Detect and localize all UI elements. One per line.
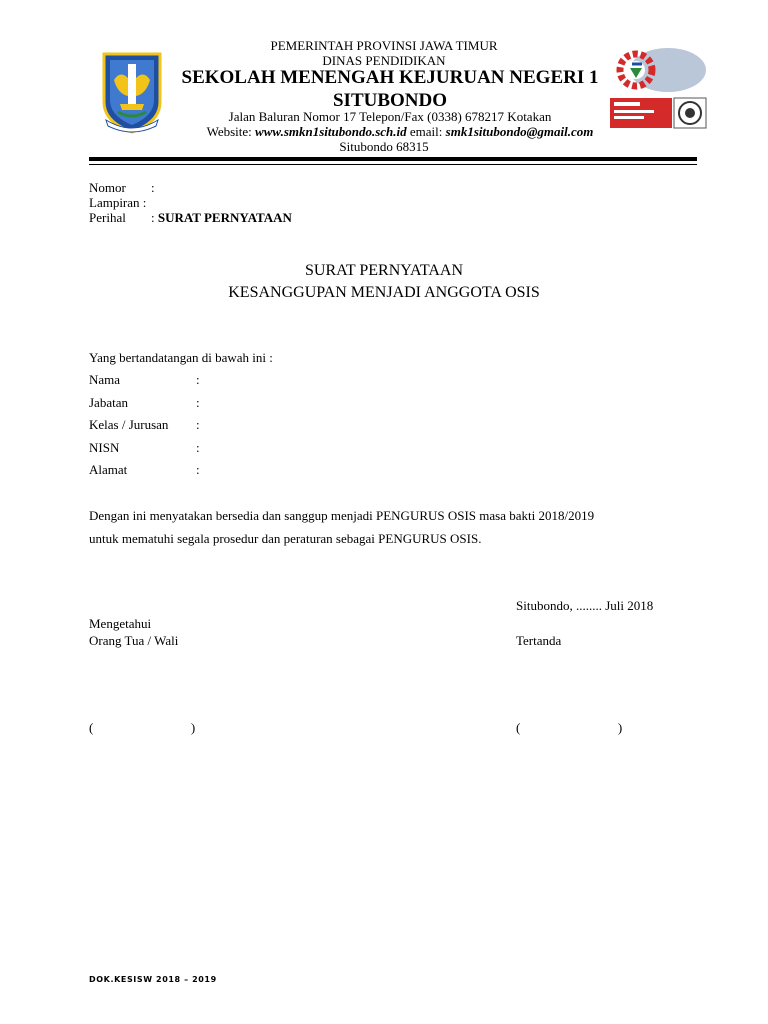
sign-left-line-2: Orang Tua / Wali [89, 633, 179, 648]
field-jabatan-label: Jabatan [89, 395, 128, 410]
website-label: Website: [206, 124, 256, 139]
document-title: SURAT PERNYATAAN [304, 262, 463, 279]
sign-left-paren: ( ) [89, 720, 196, 735]
sign-left-line-1: Mengetahui [89, 616, 152, 631]
perihal-label: Perihal [89, 210, 126, 225]
field-alamat-label: Alamat [89, 462, 128, 477]
meta-perihal [89, 210, 292, 226]
field-nisn-label: NISN [89, 440, 120, 455]
kop-provinsi: PEMERINTAH PROVINSI JAWA TIMUR [270, 38, 498, 53]
perihal-sep: : [151, 210, 158, 225]
email-link[interactable]: smk1situbondo@gmail.com [445, 124, 594, 139]
place-date: Situbondo, ........ Juli 2018 [516, 598, 654, 613]
website-link[interactable]: www.smkn1situbondo.sch.id [255, 124, 407, 139]
field-nisn-sep: : [196, 440, 200, 455]
school-name: SEKOLAH MENENGAH KEJURUAN NEGERI 1 [181, 67, 599, 88]
statement-line-1: Dengan ini menyatakan bersedia dan sanggup menjadi PENGURUS OSIS masa bakti 2018/2019 [89, 508, 595, 523]
field-kelas-label: Kelas / Jurusan [89, 417, 169, 432]
meta-nomor [89, 180, 155, 196]
field-nama-sep: : [196, 372, 200, 387]
lampiran-sep: : [142, 195, 147, 210]
statement-line-2: untuk mematuhi segala prosedur dan peraturan sebagai PENGURUS OSIS. [89, 531, 482, 546]
kop-contact [100, 124, 700, 140]
kop-address: Jalan Baluran Nomor 17 Telepon/Fax (0338) 678217 Kotakan [228, 109, 552, 124]
meta-lampiran [89, 195, 146, 211]
sign-right-paren: ( ) [516, 720, 623, 735]
perihal-value: SURAT PERNYATAAN [157, 210, 292, 225]
field-kelas-sep: : [196, 417, 200, 432]
field-alamat-sep: : [196, 462, 200, 477]
lampiran-label: Lampiran [89, 195, 140, 210]
kop-dinas: DINAS PENDIDIKAN [322, 53, 446, 68]
nomor-sep: : [151, 180, 155, 195]
document-code: DOK.KESISW 2018 – 2019 [89, 975, 217, 984]
letterhead-divider-thick [89, 157, 697, 161]
email-label: email: [406, 124, 446, 139]
sign-right-line: Tertanda [516, 633, 562, 648]
school-city: SITUBONDO [332, 90, 448, 111]
letterhead-divider-thin [89, 164, 697, 165]
field-nama-label: Nama [89, 372, 121, 387]
field-jabatan-sep: : [196, 395, 200, 410]
kop-school-name [150, 66, 630, 112]
nomor-label: Nomor [89, 180, 126, 195]
intro-text: Yang bertandatangan di bawah ini : [89, 350, 273, 365]
kop-postal: Situbondo 68315 [339, 139, 429, 154]
document-subtitle: KESANGGUPAN MENJADI ANGGOTA OSIS [228, 284, 540, 301]
